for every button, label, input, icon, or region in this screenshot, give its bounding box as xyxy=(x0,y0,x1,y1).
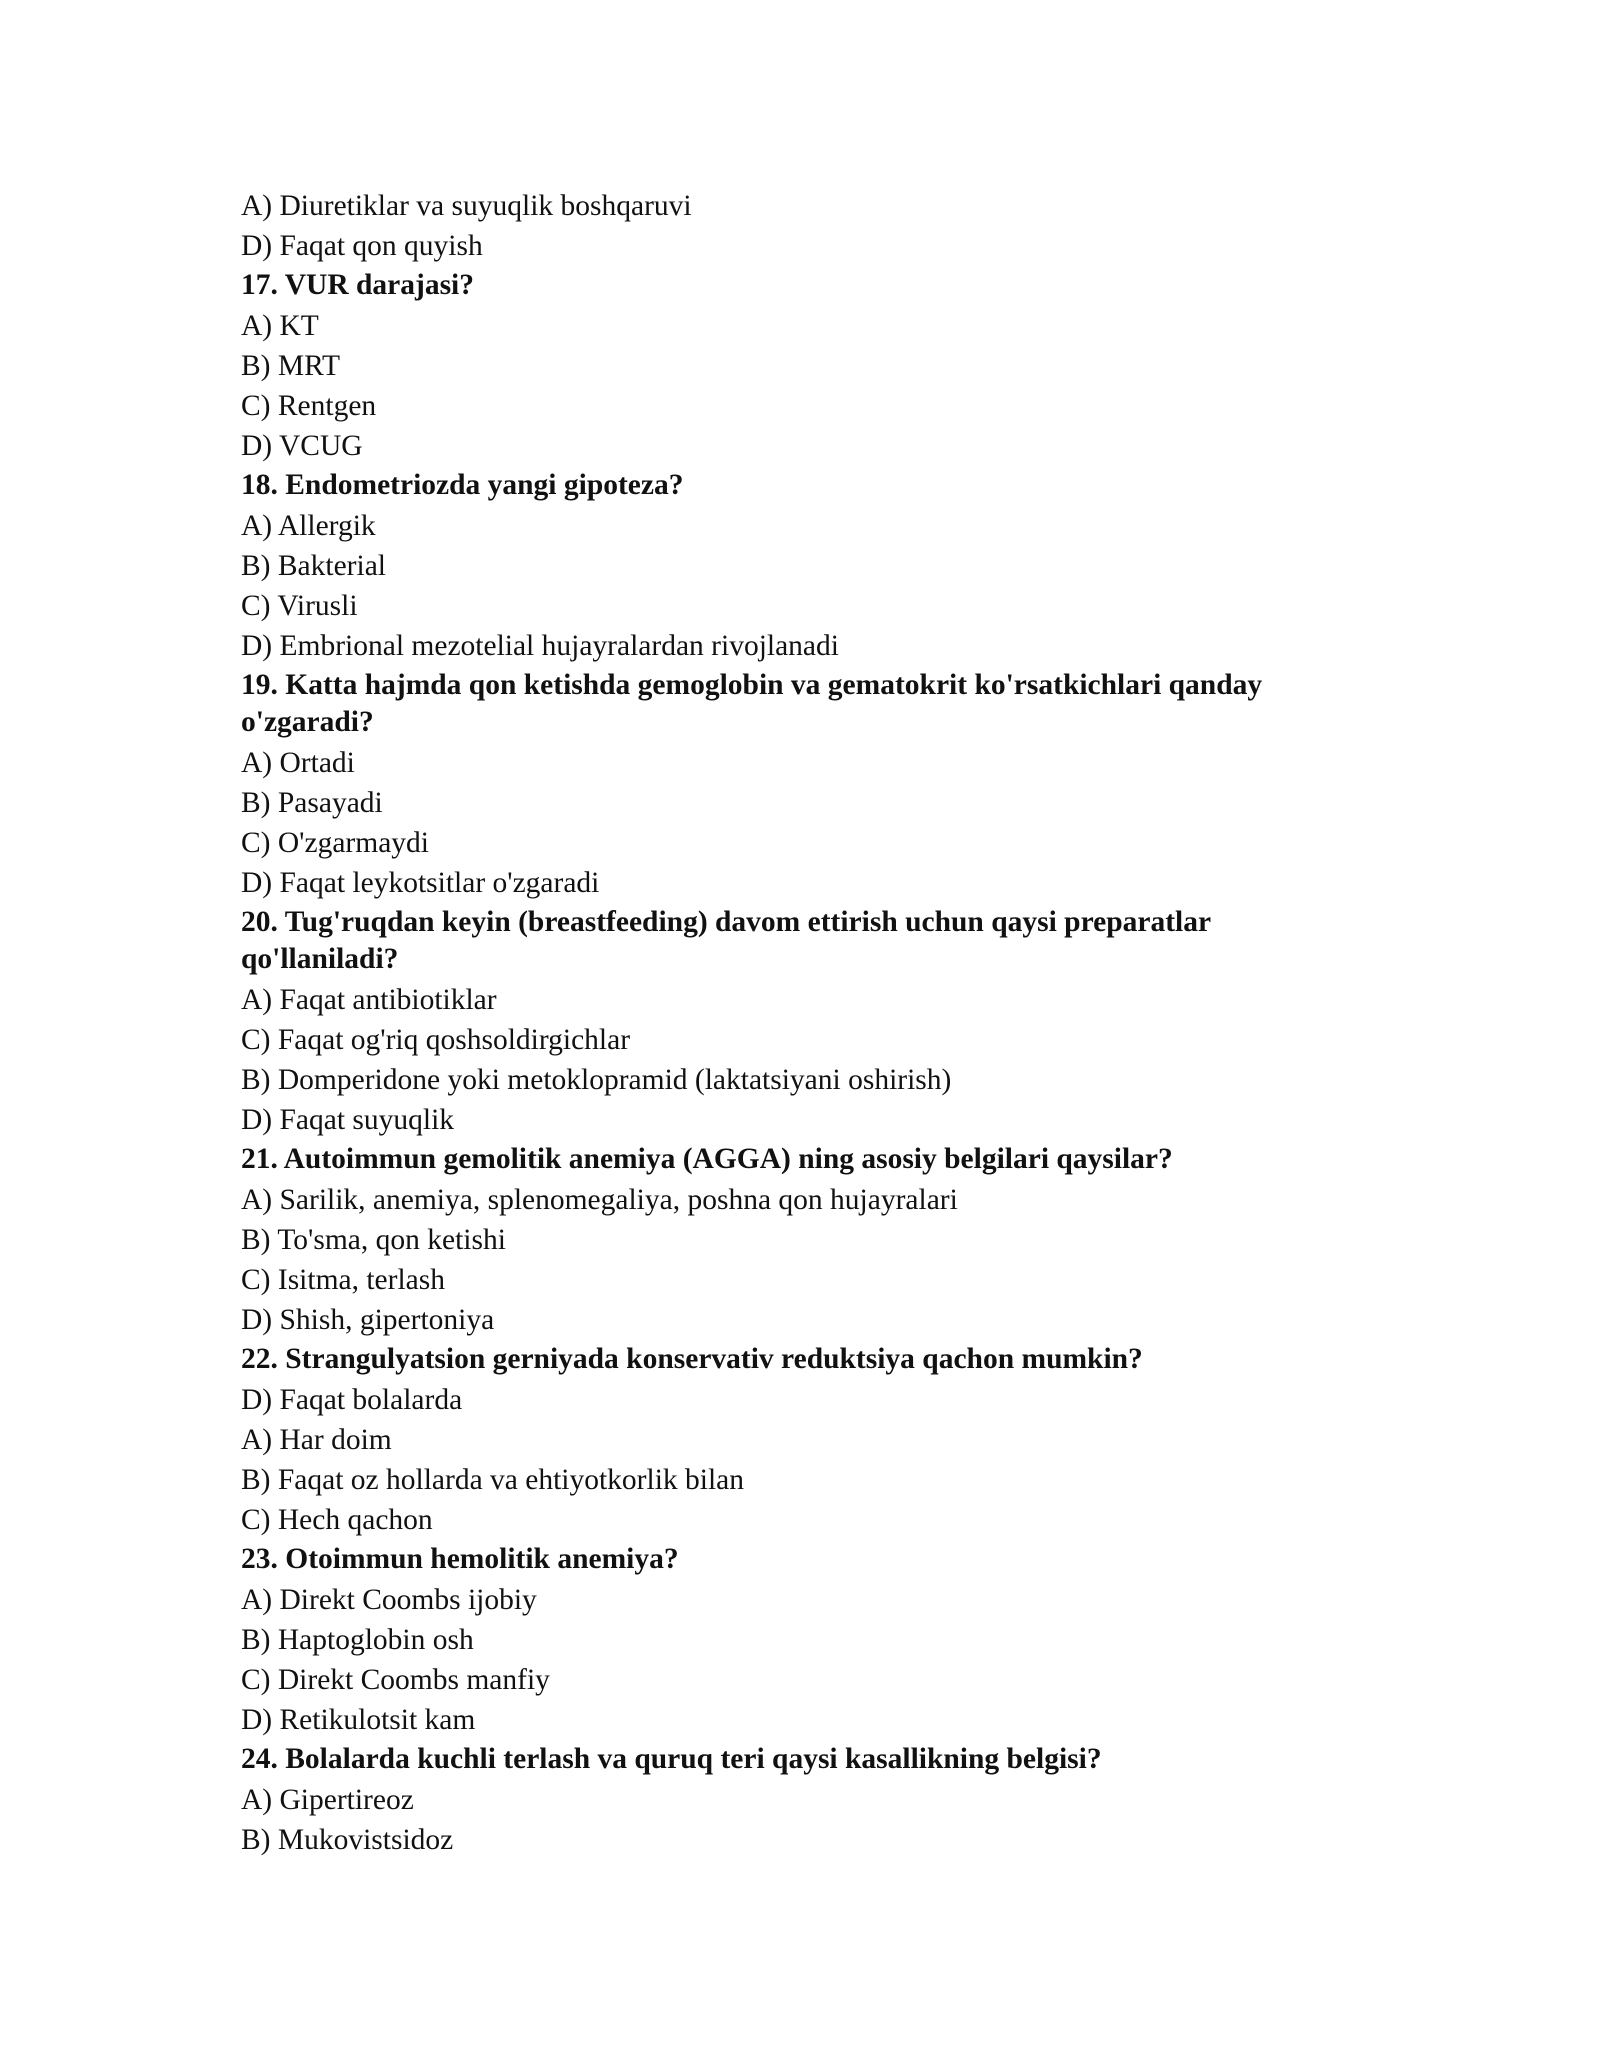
answer-option: D) Faqat bolalarda xyxy=(241,1384,463,1416)
question-heading: 22. Strangulyatsion gerniyada konservativ reduktsiya qachon mumkin? xyxy=(241,1343,1143,1375)
answer-option: B) Pasayadi xyxy=(241,787,383,819)
answer-option: A) Allergik xyxy=(241,510,376,542)
answer-option: C) Isitma, terlash xyxy=(241,1264,445,1296)
answer-option: C) Direkt Coombs manfiy xyxy=(241,1664,550,1696)
answer-option: A) Diuretiklar va suyuqlik boshqaruvi xyxy=(241,190,692,222)
answer-option: A) Direkt Coombs ijobiy xyxy=(241,1584,537,1616)
question-heading: 21. Autoimmun gemolitik anemiya (AGGA) ning asosiy belgilari qaysilar? xyxy=(241,1143,1173,1175)
answer-option: C) Virusli xyxy=(241,590,358,622)
question-heading: 24. Bolalarda kuchli terlash va quruq teri qaysi kasallikning belgisi? xyxy=(241,1743,1102,1775)
answer-option: C) Hech qachon xyxy=(241,1504,433,1536)
question-heading: 17. VUR darajasi? xyxy=(241,269,475,301)
answer-option: D) Faqat leykotsitlar o'zgaradi xyxy=(241,867,600,899)
answer-option: B) To'sma, qon ketishi xyxy=(241,1224,506,1256)
answer-option: A) Gipertireoz xyxy=(241,1784,414,1816)
answer-option: A) Faqat antibiotiklar xyxy=(241,984,497,1016)
answer-option: B) MRT xyxy=(241,350,341,382)
answer-option: B) Faqat oz hollarda va ehtiyotkorlik bilan xyxy=(241,1464,745,1496)
question-heading: 18. Endometriozda yangi gipoteza? xyxy=(241,469,684,501)
answer-option: A) Har doim xyxy=(241,1424,392,1456)
question-heading: 23. Otoimmun hemolitik anemiya? xyxy=(241,1543,679,1575)
answer-option: D) Embrional mezotelial hujayralardan rivojlanadi xyxy=(241,630,839,662)
answer-option: A) Sarilik, anemiya, splenomegaliya, poshna qon hujayralari xyxy=(241,1184,958,1216)
answer-option: B) Domperidone yoki metoklopramid (laktatsiyani oshirish) xyxy=(241,1064,952,1096)
answer-option: C) O'zgarmaydi xyxy=(241,827,429,859)
question-heading: 20. Tug'ruqdan keyin (breastfeeding) davom ettirish uchun qaysi preparatlar qo'llaniladi? xyxy=(241,906,1211,975)
answer-option: C) Rentgen xyxy=(241,390,377,422)
answer-option: A) KT xyxy=(241,310,319,342)
answer-option: C) Faqat og'riq qoshsoldirgichlar xyxy=(241,1024,631,1056)
answer-option: D) Retikulotsit kam xyxy=(241,1704,476,1736)
answer-option: D) Faqat suyuqlik xyxy=(241,1104,455,1136)
answer-option: B) Mukovistsidoz xyxy=(241,1824,454,1856)
answer-option: B) Bakterial xyxy=(241,550,386,582)
answer-option: D) Shish, gipertoniya xyxy=(241,1304,495,1336)
answer-option: D) VCUG xyxy=(241,430,363,462)
answer-option: D) Faqat qon quyish xyxy=(241,230,483,262)
answer-option: A) Ortadi xyxy=(241,747,355,779)
question-heading: 19. Katta hajmda qon ketishda gemoglobin va gematokrit ko'rsatkichlari qanday o'zgaradi? xyxy=(241,669,1263,738)
answer-option: B) Haptoglobin osh xyxy=(241,1624,474,1656)
quiz-content xyxy=(241,186,1371,1860)
